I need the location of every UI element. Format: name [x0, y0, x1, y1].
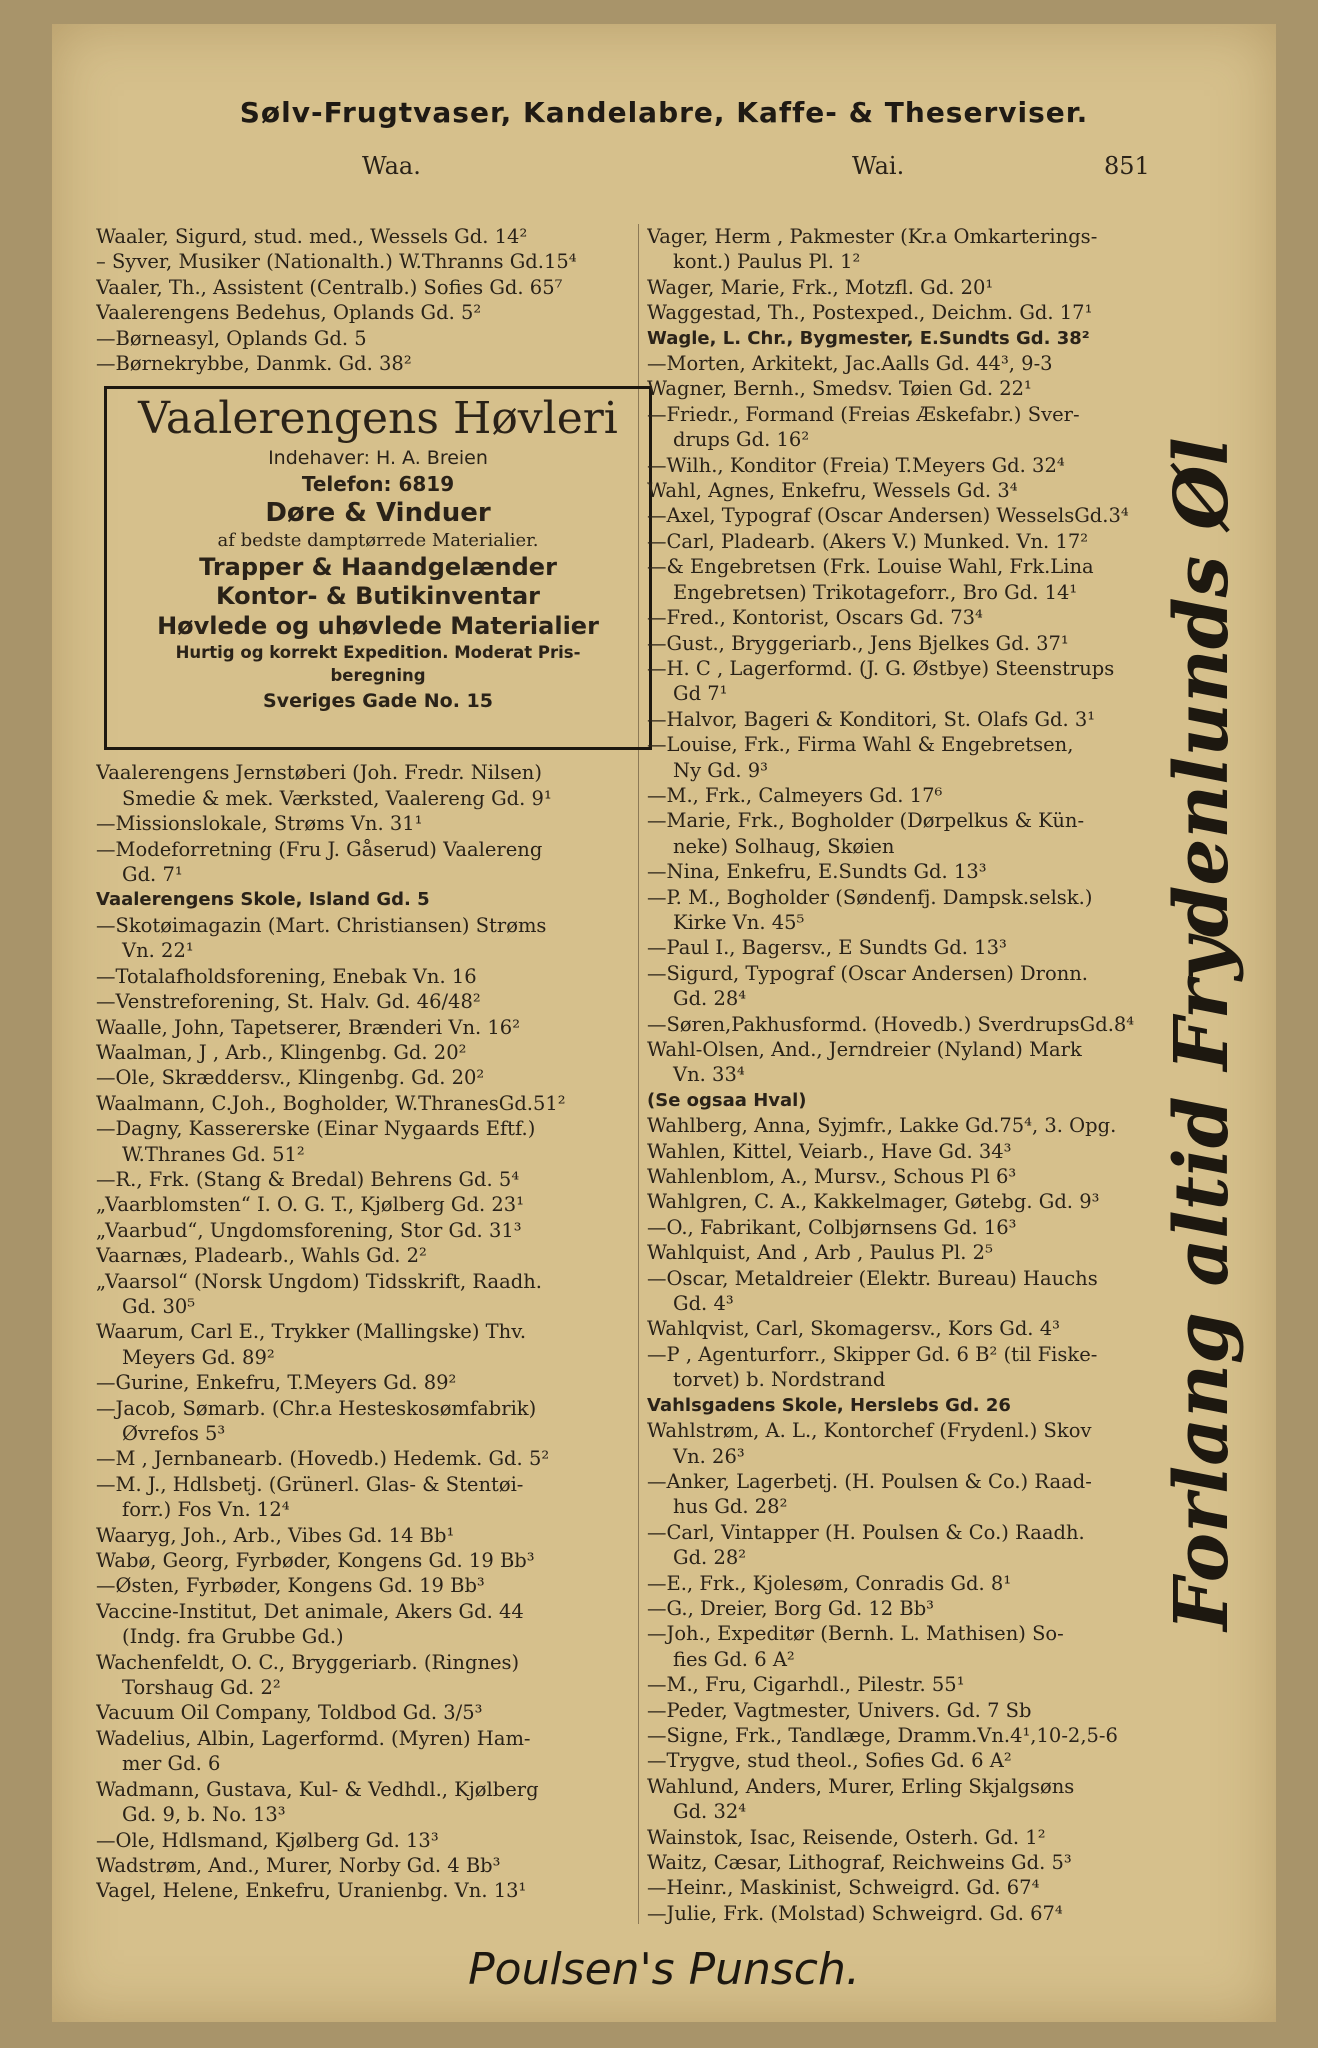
directory-entry: fies Gd. 6 A² [673, 1647, 795, 1671]
directory-entry: drups Gd. 16² [673, 428, 810, 452]
directory-entry: —Julie, Frk. (Molstad) Schweigrd. Gd. 67⁴ [647, 1901, 1063, 1925]
page-number: 851 [1104, 152, 1150, 180]
directory-entry: Vaalerengens Bedehus, Oplands Gd. 5² [96, 301, 482, 325]
directory-entry: Waaler, Sigurd, stud. med., Wessels Gd. 14² [96, 225, 528, 248]
directory-entry: —Marie, Frk., Bogholder (Dørpelkus & Kün- [647, 809, 1085, 833]
directory-entry: —Joh., Expeditør (Bernh. L. Mathisen) So- [647, 1622, 1064, 1646]
directory-entry: Waitz, Cæsar, Lithograf, Reichweins Gd. 5³ [647, 1851, 1072, 1874]
directory-entry: —Nina, Enkefru, E.Sundts Gd. 13³ [647, 860, 987, 884]
ad-address: Sveriges Gade No. 15 [263, 690, 493, 713]
directory-entry: Torshaug Gd. 2² [122, 1676, 281, 1700]
directory-entry: —Børnekrybbe, Danmk. Gd. 38² [96, 352, 412, 376]
directory-entry: —Anker, Lagerbetj. (H. Poulsen & Co.) Raad- [647, 1469, 1092, 1493]
directory-entry: —G., Dreier, Borg Gd. 12 Bb³ [647, 1596, 934, 1620]
ad-expedition-line2: beregning [330, 666, 426, 686]
directory-entry: —Oscar, Metaldreier (Elektr. Bureau) Hauchs [647, 1266, 1098, 1290]
directory-entry: „Vaarbud“, Ungdomsforening, Stor Gd. 31³ [96, 1218, 522, 1242]
directory-entry: Wahlquist, And , Arb , Paulus Pl. 2⁵ [647, 1241, 993, 1265]
directory-entry: —M., Frk., Calmeyers Gd. 17⁶ [647, 783, 943, 807]
directory-entry: „Vaarsol“ (Norsk Ungdom) Tidsskrift, Raadh. [96, 1269, 542, 1293]
directory-entry: Vaalerengens Skole, Island Gd. 5 [96, 889, 430, 911]
directory-entry: Gd. 32⁴ [673, 1800, 747, 1824]
directory-entry: Meyers Gd. 89² [122, 1345, 275, 1369]
directory-entry: Waggestad, Th., Postexped., Deichm. Gd. 17¹ [647, 301, 1093, 325]
directory-entry: —Børneasyl, Oplands Gd. 5 [96, 326, 367, 350]
directory-entry: Wahl, Agnes, Enkefru, Wessels Gd. 3⁴ [647, 479, 1018, 503]
directory-entry: (Indg. fra Grubbe Gd.) [122, 1625, 344, 1649]
directory-entry: Waaryg, Joh., Arb., Vibes Gd. 14 Bb¹ [96, 1523, 455, 1547]
directory-entry: —Modeforretning (Fru J. Gåserud) Vaalereng [96, 837, 543, 861]
directory-entry: Vn. 33⁴ [673, 1063, 745, 1087]
directory-entry: —E., Frk., Kjolesøm, Conradis Gd. 8¹ [647, 1571, 1012, 1595]
directory-entry: —O., Fabrikant, Colbjørnsens Gd. 16³ [647, 1215, 1017, 1239]
directory-entry: (Se ogsaa Hval) [647, 1089, 807, 1111]
directory-entry: Vn. 22¹ [122, 939, 194, 963]
directory-entry: Gd. 4³ [673, 1292, 734, 1316]
directory-entry: Wachenfeldt, O. C., Bryggeriarb. (Ringnes) [96, 1650, 520, 1674]
directory-entry: Wahlqvist, Carl, Skomagersv., Kors Gd. 4³ [647, 1317, 1060, 1341]
directory-entry: —R., Frk. (Stang & Bredal) Behrens Gd. 5⁴ [96, 1167, 520, 1191]
vertical-beer-ad: Forlang altid Frydenlunds Øl [1159, 437, 1245, 1631]
left-entries-top [96, 224, 684, 376]
directory-entry: mer Gd. 6 [122, 1752, 221, 1776]
directory-entry: Vn. 26³ [673, 1444, 745, 1468]
directory-entry: Gd. 30⁵ [122, 1294, 196, 1318]
directory-entry: Vaarnæs, Pladearb., Wahls Gd. 2² [96, 1244, 427, 1268]
directory-entry: Wabø, Georg, Fyrbøder, Kongens Gd. 19 Bb³ [96, 1549, 535, 1573]
directory-entry: Smedie & mek. Værksted, Vaalereng Gd. 9¹ [122, 786, 552, 810]
directory-entry: —Sigurd, Typograf (Oscar Andersen) Dronn. [647, 961, 1089, 985]
right-entries [647, 224, 1207, 1926]
footer-punsch-ad: Poulsen's Punsch. [468, 1944, 860, 1995]
directory-entry: —Skotøimagazin (Mart. Christiansen) Strøms [96, 913, 547, 937]
directory-entry: – Syver, Musiker (Nationalth.) W.Thranns Gd.15⁴ [96, 250, 577, 274]
directory-entry: —Venstreforening, St. Halv. Gd. 46/48² [96, 990, 481, 1014]
directory-entry: Wahlenblom, A., Mursv., Schous Pl 6³ [647, 1165, 1017, 1189]
ad-kontor: Kontor- & Butikinventar [215, 582, 540, 611]
directory-entry: —Ole, Hdlsmand, Kjølberg Gd. 13³ [96, 1828, 439, 1852]
directory-entry: Engebretsen) Trikotageforr., Bro Gd. 14¹ [673, 580, 1078, 604]
directory-entry: Vager, Herm , Pakmester (Kr.a Omkarterings- [647, 225, 1098, 248]
hovleri-advertisement [104, 386, 652, 750]
directory-entry: Waarum, Carl E., Trykker (Mallingske) Thv. [96, 1320, 527, 1344]
directory-entry: —Gurine, Enkefru, T.Meyers Gd. 89² [96, 1371, 457, 1395]
directory-entry: kont.) Paulus Pl. 1² [673, 250, 861, 274]
directory-entry: —Carl, Vintapper (H. Poulsen & Co.) Raadh. [647, 1520, 1085, 1544]
directory-entry: „Vaarblomsten“ I. O. G. T., Kjølberg Gd. 23¹ [96, 1193, 525, 1217]
directory-entry: —Signe, Frk., Tandlæge, Dramm.Vn.4¹,10-2,5-6 [647, 1723, 1118, 1747]
directory-entry: Kirke Vn. 45⁵ [673, 910, 805, 934]
directory-entry: Vagel, Helene, Enkefru, Uranienbg. Vn. 13¹ [96, 1879, 527, 1903]
directory-entry: Wainstok, Isac, Reisende, Osterh. Gd. 1² [647, 1825, 1046, 1849]
directory-entry: —Carl, Pladearb. (Akers V.) Munked. Vn. 17² [647, 529, 1089, 553]
ad-phone: Telefon: 6819 [301, 472, 455, 497]
directory-entry: —M., Fru, Cigarhdl., Pilestr. 55¹ [647, 1673, 965, 1697]
directory-entry: hus Gd. 28² [673, 1495, 788, 1519]
directory-entry: —Paul I., Bagersv., E Sundts Gd. 13³ [647, 936, 1007, 960]
directory-entry: —Jacob, Sømarb. (Chr.a Hesteskosømfabrik) [96, 1396, 537, 1420]
directory-entry: Waalmann, C.Joh., Bogholder, W.ThranesGd.51² [96, 1091, 566, 1115]
directory-entry: Wahlstrøm, A. L., Kontorchef (Frydenl.) Skov [647, 1419, 1092, 1443]
directory-entry: —Missionslokale, Strøms Vn. 31¹ [96, 812, 423, 836]
left-column [96, 224, 684, 1904]
directory-entry: —Morten, Arkitekt, Jac.Aalls Gd. 44³, 9-3 [647, 352, 1053, 376]
directory-entry: Gd 7¹ [673, 682, 728, 706]
directory-entry: Gd. 9, b. No. 13³ [122, 1803, 286, 1827]
directory-entry: Wagle, L. Chr., Bygmester, E.Sundts Gd. 38² [647, 327, 1090, 349]
ad-hovlede: Høvlede og uhøvlede Materialier [157, 612, 599, 641]
directory-entry: Waalle, John, Tapetserer, Brænderi Vn. 16² [96, 1015, 521, 1039]
directory-entry: neke) Solhaug, Skøien [673, 834, 895, 858]
directory-entry: Wager, Marie, Frk., Motzfl. Gd. 20¹ [647, 275, 994, 299]
ad-owner: Indehaver: H. A. Breien [268, 447, 488, 470]
directory-entry: —P. M., Bogholder (Søndenfj. Dampsk.selsk.) [647, 885, 1093, 909]
directory-entry: —Heinr., Maskinist, Schweigrd. Gd. 67⁴ [647, 1876, 1040, 1900]
directory-entry: —Halvor, Bageri & Konditori, St. Olafs Gd. 3¹ [647, 707, 1096, 731]
directory-entry: —Østen, Fyrbøder, Kongens Gd. 19 Bb³ [96, 1574, 485, 1598]
directory-entry: Vaccine-Institut, Det animale, Akers Gd. 44 [96, 1599, 524, 1623]
ad-expedition-line1: Hurtig og korrekt Expedition. Moderat Pris- [175, 643, 581, 663]
directory-entry: —Louise, Frk., Firma Wahl & Engebretsen, [647, 733, 1074, 757]
directory-entry: Wagner, Bernh., Smedsv. Tøien Gd. 22¹ [647, 377, 1032, 401]
directory-entry: —Trygve, stud theol., Sofies Gd. 6 A² [647, 1749, 1012, 1773]
ad-title: Vaalerengens Høvleri [138, 393, 618, 445]
top-banner-ad: Sølv-Frugtvaser, Kandelabre, Kaffe- & Theserviser. [239, 96, 1089, 129]
directory-entry: Wadelius, Albin, Lagerformd. (Myren) Ham- [96, 1726, 531, 1750]
directory-entry: Ny Gd. 9³ [673, 758, 768, 782]
directory-entry: —M , Jernbanearb. (Hovedb.) Hedemk. Gd. 5² [96, 1447, 550, 1471]
directory-entry: Gd. 28² [673, 1546, 747, 1570]
directory-entry: —Fred., Kontorist, Oscars Gd. 73⁴ [647, 606, 983, 630]
directory-entry: W.Thranes Gd. 51² [122, 1142, 305, 1166]
directory-entry: Wadstrøm, And., Murer, Norby Gd. 4 Bb³ [96, 1853, 501, 1877]
directory-entry: Wahlund, Anders, Murer, Erling Skjalgsøns [647, 1774, 1075, 1798]
directory-entry: —Dagny, Kassererske (Einar Nygaards Eftf.) [96, 1117, 536, 1141]
directory-entry: —Søren,Pakhusformd. (Hovedb.) SverdrupsGd.8⁴ [647, 1012, 1135, 1036]
directory-entry: —Friedr., Formand (Freias Æskefabr.) Sver- [647, 402, 1080, 426]
directory-page [52, 24, 1276, 2022]
directory-entry: —H. C , Lagerformd. (J. G. Østbye) Steenstrups [647, 656, 1115, 680]
directory-entry: —P , Agenturforr., Skipper Gd. 6 B² (til Fiske- [647, 1342, 1098, 1366]
directory-entry: forr.) Fos Vn. 12⁴ [122, 1498, 290, 1522]
directory-entry: torvet) b. Nordstrand [673, 1368, 886, 1392]
directory-entry: Gd. 7¹ [122, 863, 183, 887]
directory-entry: Gd. 28⁴ [673, 987, 747, 1011]
directory-entry: Vahlsgadens Skole, Herslebs Gd. 26 [647, 1394, 1011, 1416]
directory-entry: —Peder, Vagtmester, Univers. Gd. 7 Sb [647, 1698, 1032, 1722]
directory-entry: —Ole, Skræddersv., Klingenbg. Gd. 20² [96, 1066, 485, 1090]
directory-entry: Wahlberg, Anna, Syjmfr., Lakke Gd.75⁴, 3. Opg. [647, 1114, 1117, 1138]
directory-entry: Øvrefos 5³ [122, 1422, 226, 1445]
right-column [647, 224, 1207, 1926]
directory-entry: —Totalafholdsforening, Enebak Vn. 16 [96, 964, 477, 988]
running-head-left: Waa. [362, 152, 421, 180]
ad-products: Døre & Vinduer [265, 498, 491, 529]
directory-entry: —Wilh., Konditor (Freia) T.Meyers Gd. 32⁴ [647, 453, 1065, 477]
directory-entry: Wahl-Olsen, And., Jerndreier (Nyland) Mark [647, 1038, 1082, 1061]
directory-entry: Vacuum Oil Company, Toldbod Gd. 3/5³ [96, 1701, 483, 1725]
directory-entry: Wahlen, Kittel, Veiarb., Have Gd. 34³ [647, 1139, 1012, 1163]
running-head-right: Wai. [852, 152, 905, 180]
ad-trapper: Trapper & Haandgelænder [199, 553, 557, 582]
directory-entry: —M. J., Hdlsbetj. (Grünerl. Glas- & Stentøi- [96, 1472, 524, 1496]
directory-entry: Vaaler, Th., Assistent (Centralb.) Sofies Gd. 65⁷ [96, 275, 563, 299]
left-entries-bottom [96, 760, 684, 1903]
directory-entry: Waalman, J , Arb., Klingenbg. Gd. 20² [96, 1040, 467, 1064]
directory-entry: —Gust., Bryggeriarb., Jens Bjelkes Gd. 37¹ [647, 631, 1069, 655]
directory-entry: —& Engebretsen (Frk. Louise Wahl, Frk.Lina [647, 555, 1094, 579]
directory-entry: Vaalerengens Jernstøberi (Joh. Fredr. Nilsen) [96, 761, 542, 785]
directory-entry: Wahlgren, C. A., Kakkelmager, Gøtebg. Gd. 9³ [647, 1190, 1100, 1214]
directory-entry: —Axel, Typograf (Oscar Andersen) WesselsGd.3⁴ [647, 504, 1129, 528]
ad-materials-note: af bedste damptørrede Materialier. [217, 530, 539, 552]
directory-entry: Wadmann, Gustava, Kul- & Vedhdl., Kjølberg [96, 1777, 539, 1801]
